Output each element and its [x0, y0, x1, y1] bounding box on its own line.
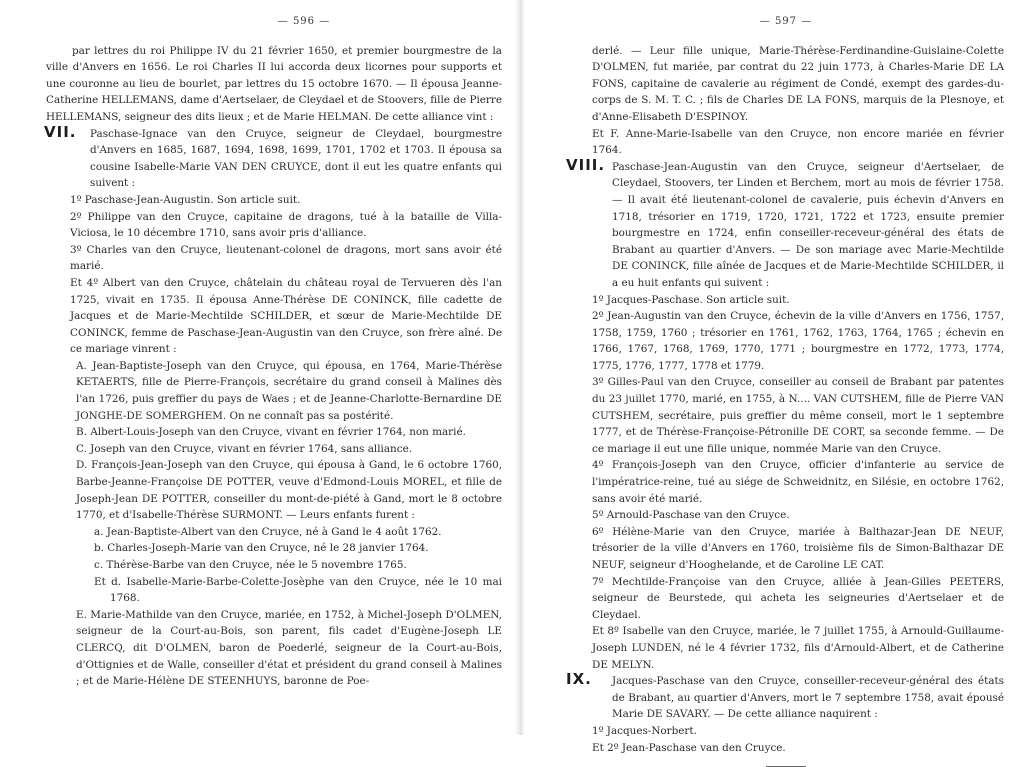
grandchild-item: A. Jean-Baptiste-Joseph van den Cruyce, qui épousa, en 1764, Marie-Thérèse KETAERTS, fille de Pierre-François, secrétaire du grand conseil à Malines dès l'an 1726, puis greffier du pays de Waes ; et de Jeanne-Charlotte-Bernardine DE JONGHE-DE SOMERGHEM. On ne connaît pas sa postérité.: [76, 359, 502, 422]
child-item: Et 4º Albert van den Cruyce, châtelain du château royal de Tervueren dès l'an 1725, vivait en 1735. Il épousa Anne-Thérèse DE CONINCK, fille cadette de Jacques et de Marie-Mechtilde SCHILDER, et sœur de Marie-Mechtilde DE CONINCK, femme de Paschase-Jean-Augustin van den Cruyce, son frère aîné. De ce mariage vinrent :: [70, 276, 502, 356]
great-grandchild-item: c. Thérèse-Barbe van den Cruyce, née le 5 novembre 1765.: [94, 559, 407, 571]
degree-ix-text: Jacques-Paschase van den Cruyce, conseiller-receveur-général des états de Brabant, au quartier d'Anvers, mort le 7 septembre 1758, avait épousé Marie DE SAVARY. — De cette alliance naquirent :: [612, 675, 1004, 721]
child-item: 5º Arnould-Paschase van den Cruyce.: [592, 509, 790, 522]
child-item: 3º Gilles-Paul van den Cruyce, conseiller au conseil de Brabant par patentes du 23 juillet 1770, marié, en 1755, à N.... VAN CUTSHEM, fille de Pierre VAN CUTSHEM, secrétaire, puis greffier du même conseil, mort le 1 septembre 1777, et de Thérèse-Françoise-Pétronille DE CORT, sa seconde femme. — De ce mariage il eut une fille unique, nommée Marie van den Cruyce.: [592, 376, 1004, 455]
right-page-number: — 597 —: [759, 16, 813, 27]
grandchild-item: C. Joseph van den Cruyce, vivant en février 1764, sans alliance.: [76, 442, 413, 455]
child-item: Et 8º Isabelle van den Cruyce, mariée, le 7 juillet 1755, à Arnould-Guillaume-Joseph LUNDEN, né le 4 février 1732, fils d'Arnould-Albert, et de Catherine DE MELYN.: [592, 625, 1004, 671]
grandchild-item-e: E. Marie-Mathilde van den Cruyce, mariée, en 1752, à Michel-Joseph D'OLMEN, seigneur de la Court-au-Bois, son parent, fils cadet d'Eugène-Joseph LE CLERCQ, dit D'OLMEN, baron de Poederlé, seigneur de la Court-au-Bois, d'Ottignies et de Walle, conseiller d'état et président du grand conseil à Malines ; et de Marie-Hélène DE STEENHUYS, baronne de Poe-: [76, 608, 502, 688]
degree-ix: [566, 670, 1004, 723]
child-item: 2º Philippe van den Cruyce, capitaine de dragons, tué à la bataille de Villa-Viciosa, le 10 décembre 1710, sans avoir pris d'alliance.: [70, 210, 502, 240]
great-grandchild-item: Et d. Isabelle-Marie-Barbe-Colette-Josèphe van den Cruyce, née le 10 mai 1768.: [94, 575, 502, 605]
child-item: 1º Jacques-Norbert.: [592, 724, 697, 737]
child-item: 4º François-Joseph van den Cruyce, officier d'infanterie au service de l'impératrice-reine, tué au siége de Schweidnitz, en Silésie, en octobre 1762, sans avoir été marié.: [592, 459, 1004, 505]
child-item: 3º Charles van den Cruyce, lieutenant-colonel de dragons, mort sans avoir été marié.: [70, 243, 502, 273]
child-item: 1º Jacques-Paschase. Son article suit.: [592, 293, 790, 306]
degree-vii-numeral: VII.: [44, 122, 77, 141]
child-item: 2º Jean-Augustin van den Cruyce, échevin de la ville d'Anvers en 1756, 1757, 1758, 1759, 1760 ; trésorier en 1761, 1762, 1763, 1764, 1765 ; échevin en 1766, 1767, 1768, 1769, 1770, 1771 ; bourgmestre en 1772, 1773, 1774, 1775, 1776, 1777, 1778 et 1779.: [592, 310, 1004, 372]
left-opening-paragraph: par lettres du roi Philippe IV du 21 février 1650, et premier bourgmestre de la ville d'Anvers en 1656. Le roi Charles II lui accorda deux licornes pour supports et une couronne au lieu de bourlet, par lettres du 15 octobre 1670. — Il épousa Jeanne-Catherine HELLEMANS, dame d'Aertselaer, de Cleydael et de Stoovers, fille de Pierre HELLEMANS, seigneur des dits lieux ; et de Marie HELMAN. De cette alliance vint :: [46, 44, 502, 123]
child-item: 6º Hélène-Marie van den Cruyce, mariée à Balthazar-Jean DE NEUF, trésorier de la ville d'Anvers en 1760, troisième fils de Simon-Balthazar DE NEUF, seigneur d'Hooghelande, et de Caroline LE CAT.: [592, 525, 1004, 571]
child-item: 7º Mechtilde-Françoise van den Cruyce, alliée à Jean-Gilles PEETERS, seigneur de Beurstede, qui acheta les seigneuries d'Aertselaer et de Cleydael.: [592, 575, 1004, 621]
right-opening-paragraph: Et F. Anne-Marie-Isabelle van den Cruyce, non encore mariée en février 1764.: [592, 127, 1004, 157]
grandchild-item: B. Albert-Louis-Joseph van den Cruyce, vivant en février 1764, non marié.: [76, 426, 466, 439]
degree-viii-numeral: VIII.: [566, 155, 606, 174]
child-item: Et 2º Jean-Paschase van den Cruyce.: [592, 741, 786, 754]
great-grandchild-item: b. Charles-Joseph-Marie van den Cruyce, né le 28 janvier 1764.: [94, 542, 429, 555]
great-grandchild-item: a. Jean-Baptiste-Albert van den Cruyce, né à Gand le 4 août 1762.: [94, 525, 442, 538]
right-page: [522, 0, 1024, 754]
degree-viii-text: Paschase-Jean-Augustin van den Cruyce, seigneur d'Aertselaer, de Cleydael, Stoovers, ter Linden et Berchem, mort au mois de février 1758. — Il avait été lieutenant-colonel de cavalerie, puis échevin d'Anvers en 1718, trésorier en 1719, 1720, 1721, 1722 et 1723, ensuite premier bourgmestre en 1724, enfin conseiller-receveur-général des états de Brabant au quartier d'Anvers. — De son mariage avec Marie-Mechtilde DE CONINCK, fille aînée de Jacques et de Marie-Mechtilde SCHILDER, il a eu huit enfants qui suivent :: [612, 160, 1004, 289]
left-page-number: — 596 —: [277, 16, 331, 27]
degree-vii-text: Paschase-Ignace van den Cruyce, seigneur de Cleydael, bourgmestre d'Anvers en 1685, 1687, 1694, 1698, 1699, 1701, 1702 et 1703. Il épousa sa cousine Isabelle-Marie VAN DEN CRUYCE, dont il eut les quatre enfants qui suivent :: [90, 127, 502, 190]
grandchild-item: D. François-Jean-Joseph van den Cruyce, qui épousa à Gand, le 6 octobre 1760, Barbe-Jeanne-Françoise DE POTTER, veuve d'Edmond-Louis MOREL, et fille de Joseph-Jean DE POTTER, conseiller du mont-de-piété à Gand, mort le 8 octobre 1770, et d'Isabelle-Thérèse SURMONT. — Leurs enfants furent :: [76, 459, 502, 522]
degree-viii: [566, 155, 1004, 292]
degree-ix-numeral: IX.: [566, 670, 592, 689]
child-item: 1º Paschase-Jean-Augustin. Son article suit.: [70, 193, 301, 206]
degree-vii: [44, 122, 502, 192]
left-page: [0, 0, 520, 735]
right-opening-paragraph: derlé. — Leur fille unique, Marie-Thérèse-Ferdinandine-Guislaine-Colette D'OLMEN, fut mariée, par contrat du 22 juin 1773, à Charles-Marie DE LA FONS, capitaine de cavalerie au régiment de Condé, exempt des gardes-du-corps de S. M. T. C. ; fils de Charles DE LA FONS, marquis de la Plesnoye, et d'Anne-Elisabeth D'ESPINOY.: [592, 44, 1004, 123]
